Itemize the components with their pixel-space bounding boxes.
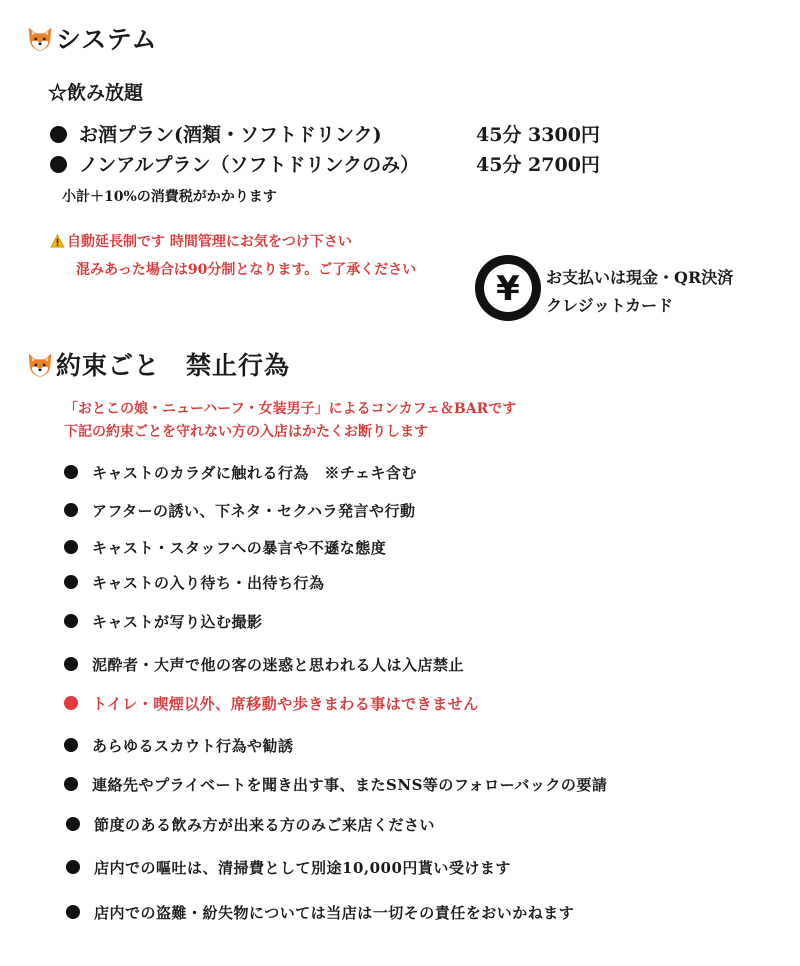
drink-plan-subheading: ☆飲み放題 — [48, 82, 144, 104]
warning-text-1: 自動延長制です 時間管理にお気をつけ下さい — [67, 234, 352, 250]
rule-item — [64, 500, 416, 521]
plan-row-alcohol — [50, 120, 382, 147]
rule-text: 店内での嘔吐は、清掃費として別途10,000円貰い受けます — [94, 859, 511, 877]
yen-icon — [472, 252, 544, 328]
system-heading-text: システム — [56, 25, 158, 54]
rule-item — [64, 462, 417, 483]
rule-text: 泥酔者・大声で他の客の迷惑と思われる人は入店禁止 — [92, 656, 465, 674]
rule-text: 店内での盗難・紛失物については当店は一切その責任をおいかねます — [94, 904, 575, 922]
plan-price: 45分 2700円 — [476, 154, 600, 176]
bullet-dot — [66, 905, 80, 919]
tax-note: 小計＋10%の消費税がかかります — [62, 189, 277, 205]
rule-item-highlighted — [64, 693, 479, 714]
bullet-dot — [66, 860, 80, 874]
bullet-dot — [64, 614, 78, 628]
bullet-dot — [64, 540, 78, 554]
rules-heading — [26, 346, 290, 382]
bullet-dot — [50, 126, 67, 143]
yen-icon-graphic — [472, 252, 544, 324]
payment-line-1: お支払いは現金・QR決済 — [546, 268, 734, 287]
rule-text: キャストの入り待ち・出待ち行為 — [92, 574, 325, 592]
rule-item — [64, 611, 263, 632]
bullet-dot — [64, 696, 78, 710]
plan-row-nonalcohol — [50, 150, 419, 177]
rule-text: あらゆるスカウト行為や勧誘 — [92, 737, 294, 755]
rule-item — [64, 654, 464, 675]
warning-line-1 — [50, 231, 352, 251]
bullet-dot — [64, 465, 78, 479]
rule-text: アフターの誘い、下ネタ・セクハラ発言や行動 — [92, 502, 416, 520]
plan-price: 45分 3300円 — [476, 124, 600, 146]
bullet-dot — [50, 156, 67, 173]
warning-line-2: 混みあった場合は90分制となります。ご了承ください — [76, 262, 417, 278]
rule-item — [66, 857, 511, 878]
fox-icon — [26, 25, 54, 53]
rule-text: キャストのカラダに触れる行為 ※チェキ含む — [92, 464, 417, 482]
system-heading — [26, 20, 158, 56]
rule-item — [64, 735, 294, 756]
rule-text: トイレ・喫煙以外、席移動や歩きまわる事はできません — [92, 695, 479, 713]
rules-intro-line-2: 下記の約束ごとを守れない方の入店はかたくお断りします — [64, 424, 428, 440]
bullet-dot — [64, 503, 78, 517]
bullet-dot — [66, 817, 80, 831]
rule-item — [64, 537, 386, 558]
rule-item — [66, 814, 435, 835]
fox-icon — [26, 351, 54, 379]
warning-icon — [50, 234, 65, 248]
rule-item — [66, 902, 574, 923]
bullet-dot — [64, 657, 78, 671]
payment-methods — [546, 264, 733, 320]
plan-name: お酒プラン(酒類・ソフトドリンク) — [79, 124, 382, 146]
rules-heading-text: 約束ごと 禁止行為 — [56, 351, 291, 380]
bullet-dot — [64, 777, 78, 791]
rule-text: 節度のある飲み方が出来る方のみご来店ください — [94, 816, 436, 834]
bullet-dot — [64, 738, 78, 752]
rule-item — [64, 572, 325, 593]
bullet-dot — [64, 575, 78, 589]
rules-intro-line-1: 「おとこの娘・ニューハーフ・女装男子」によるコンカフェ＆BARです — [64, 401, 517, 417]
rule-item — [64, 774, 607, 795]
plan-name: ノンアルプラン（ソフトドリンクのみ） — [79, 154, 420, 176]
payment-line-2: クレジットカード — [546, 296, 674, 315]
rule-text: キャスト・スタッフへの暴言や不遜な態度 — [92, 539, 387, 557]
yen-symbol: ¥ — [496, 269, 520, 309]
rule-text: キャストが写り込む撮影 — [92, 613, 263, 631]
rule-text: 連絡先やプライベートを聞き出す事、またSNS等のフォローバックの要請 — [92, 776, 608, 794]
